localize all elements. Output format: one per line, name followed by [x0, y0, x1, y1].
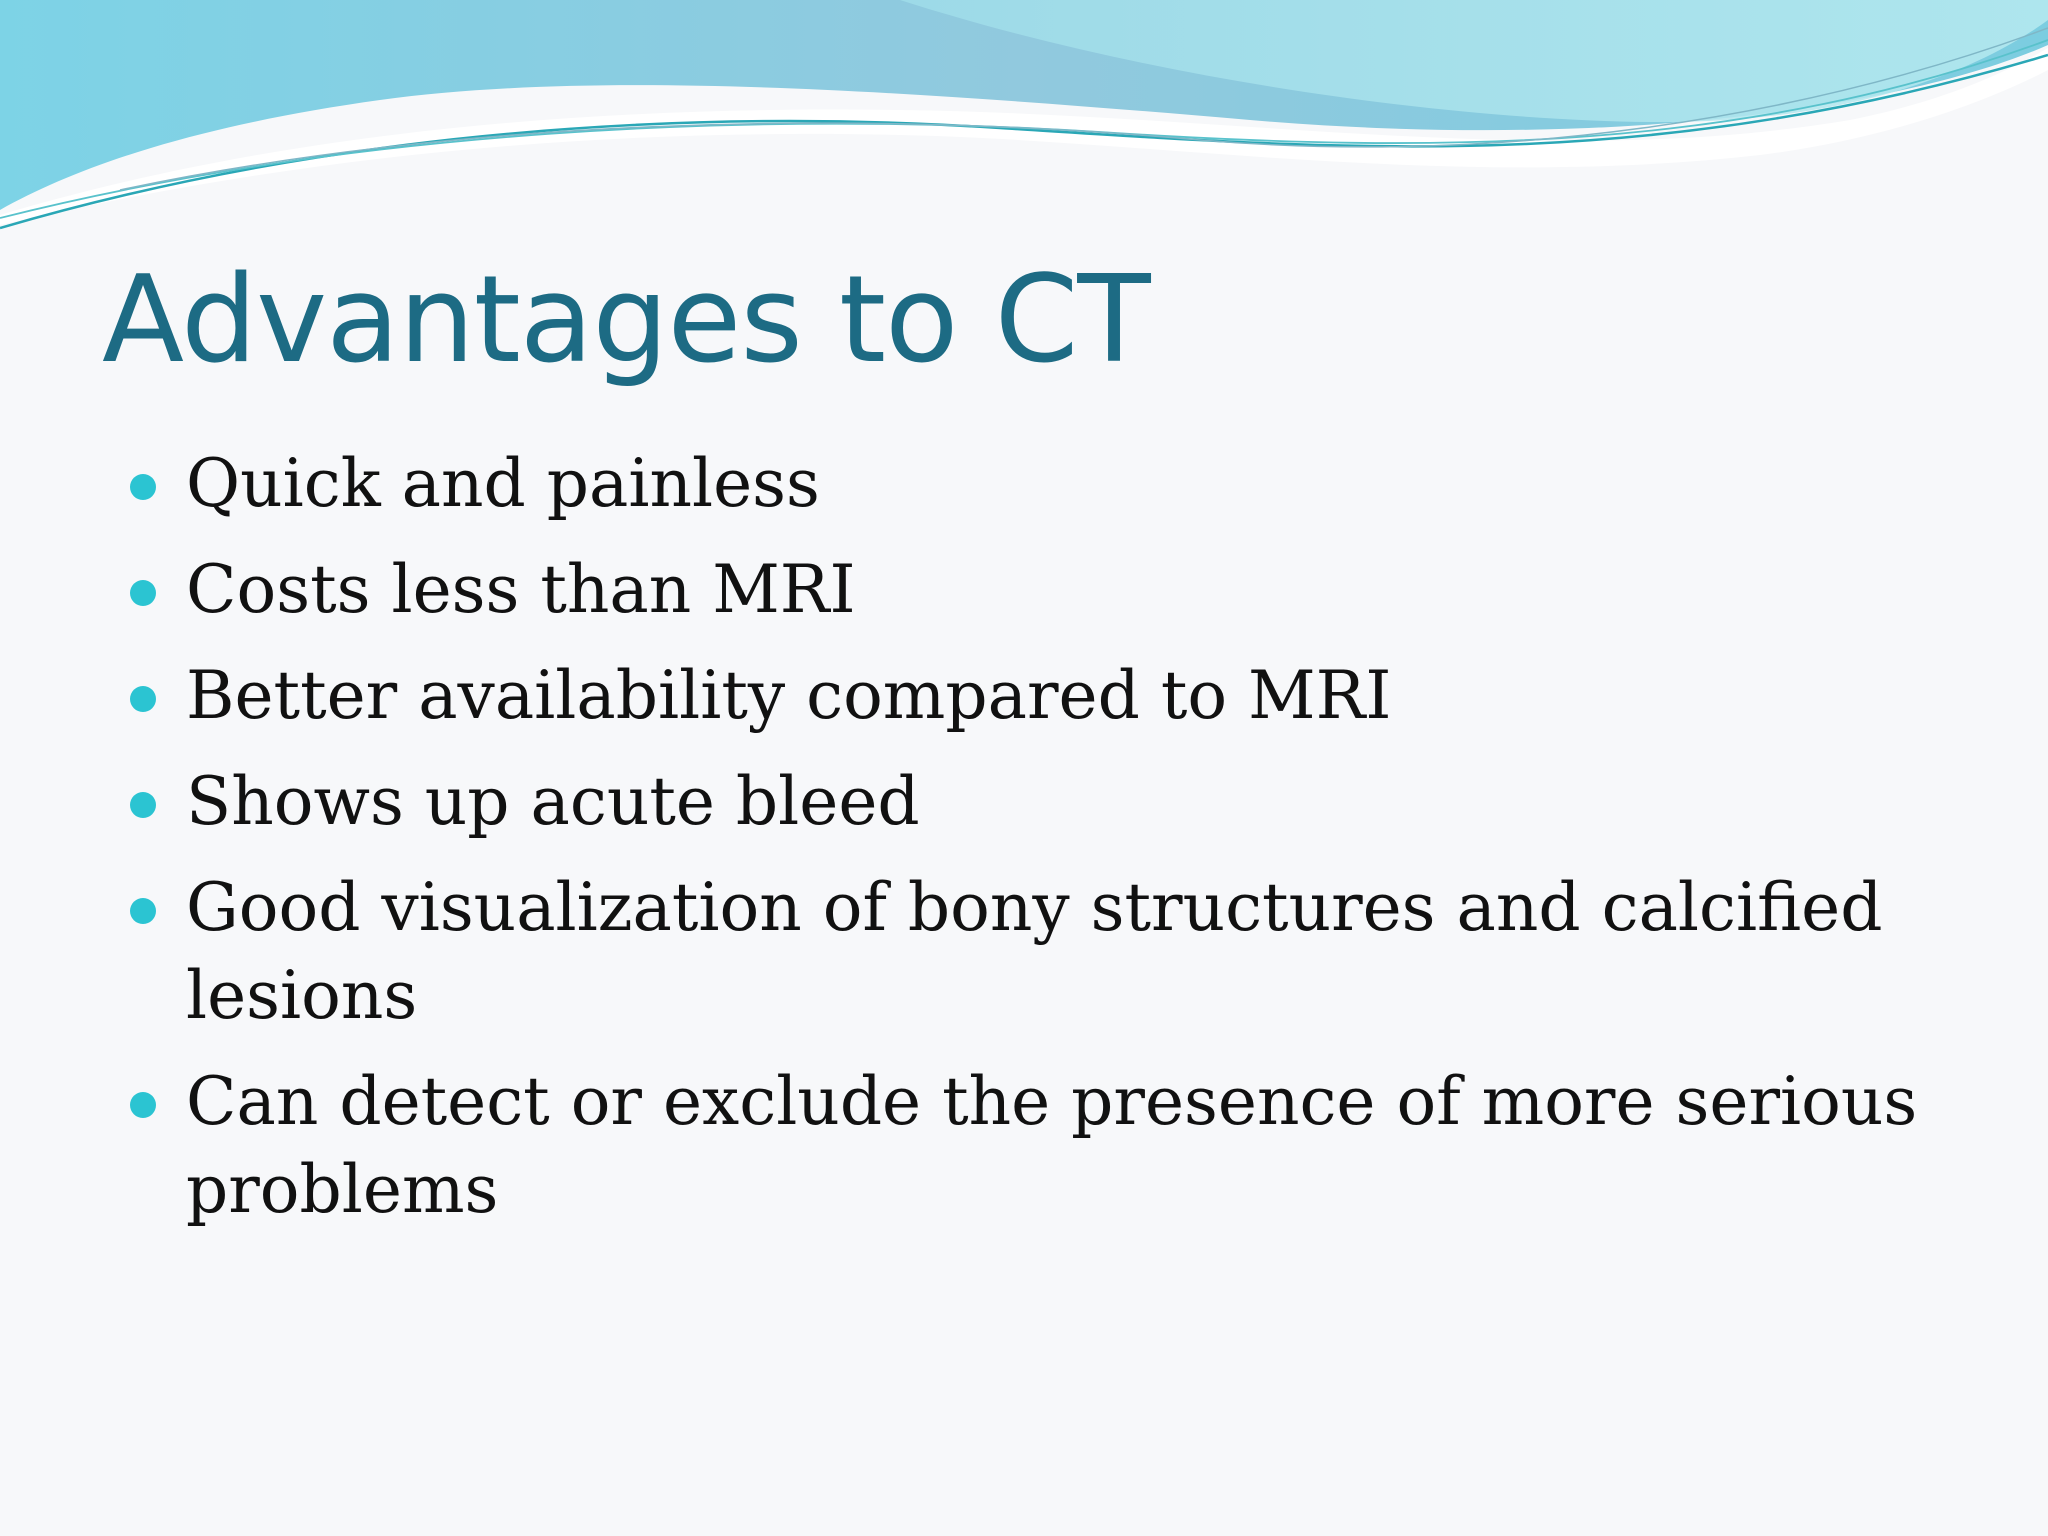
bullet-text: Good visualization of bony structures and calcified lesions [186, 869, 1883, 1034]
bullet-item [128, 758, 1958, 846]
bullet-item [128, 652, 1958, 740]
bullet-text: Costs less than MRI [186, 551, 856, 628]
bullet-text: Better availability compared to MRI [186, 657, 1392, 734]
bullet-text: Shows up acute bleed [186, 763, 920, 840]
bullet-item [128, 1058, 1958, 1234]
slide-title: Advantages to CT [102, 251, 1150, 390]
bullet-list [128, 440, 1958, 1252]
bullet-dot-icon [130, 580, 156, 606]
bullet-dot-icon [130, 792, 156, 818]
wave-header-decoration [0, 0, 2048, 240]
bullet-item [128, 546, 1958, 634]
bullet-dot-icon [130, 898, 156, 924]
bullet-text: Can detect or exclude the presence of more serious problems [186, 1063, 1918, 1228]
bullet-item [128, 440, 1958, 528]
bullet-dot-icon [130, 686, 156, 712]
bullet-dot-icon [130, 1092, 156, 1118]
bullet-item [128, 864, 1958, 1040]
bullet-dot-icon [130, 474, 156, 500]
bullet-text: Quick and painless [186, 445, 820, 522]
